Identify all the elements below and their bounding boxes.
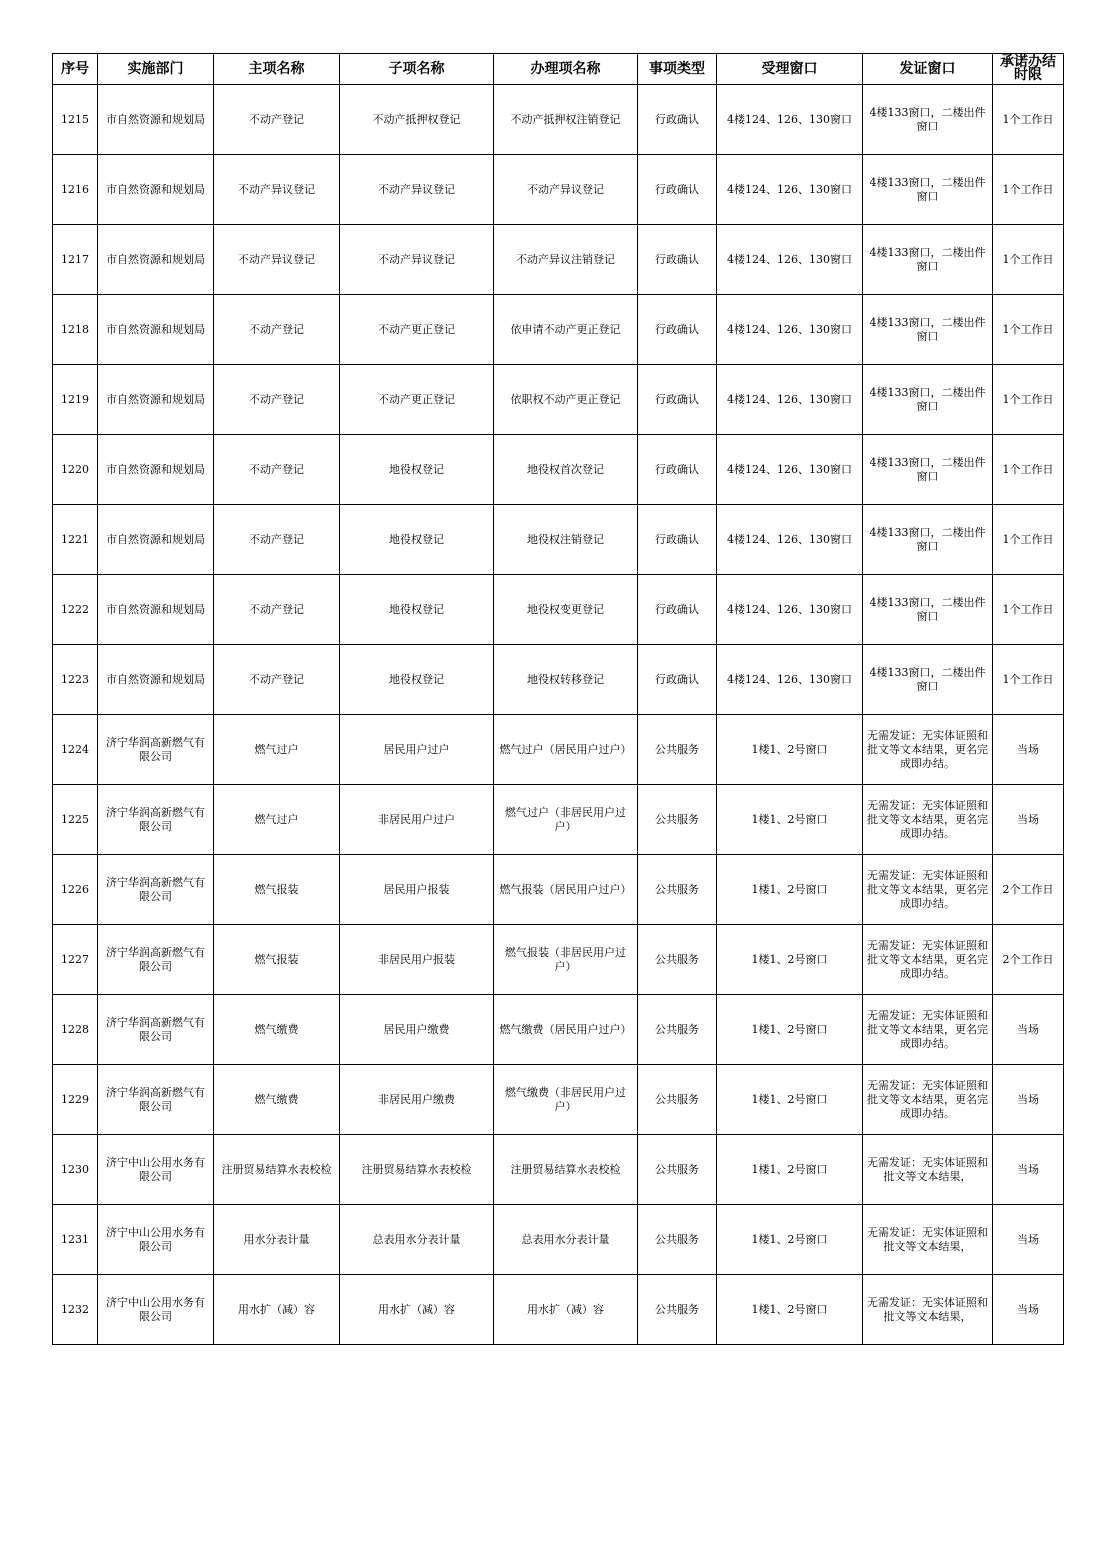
cell-handling-item: 不动产异议注销登记: [494, 225, 638, 295]
cell-time-limit: 当场: [993, 995, 1064, 1065]
cell-handling-item: 燃气报装（非居民用户过户）: [494, 925, 638, 995]
cell-issue-window: 4楼133窗口，二楼出件窗口: [863, 575, 993, 645]
cell-main-item: 用水分表计量: [214, 1205, 340, 1275]
table-row: [53, 785, 1064, 855]
cell-sub-item: 非居民用户缴费: [340, 1065, 494, 1135]
cell-time-limit: 1个工作日: [993, 155, 1064, 225]
cell-seq: 1215: [53, 85, 98, 155]
header-accept-window: 受理窗口: [717, 54, 863, 85]
cell-item-type: 行政确认: [638, 85, 717, 155]
cell-main-item: 不动产登记: [214, 295, 340, 365]
cell-department: 济宁华润高新燃气有限公司: [98, 715, 214, 785]
table-row: [53, 855, 1064, 925]
table-row: [53, 995, 1064, 1065]
cell-accept-window: 4楼124、126、130窗口: [717, 225, 863, 295]
service-items-table: [52, 53, 1064, 1345]
cell-main-item: 不动产登记: [214, 435, 340, 505]
cell-time-limit: 1个工作日: [993, 435, 1064, 505]
cell-department: 市自然资源和规划局: [98, 645, 214, 715]
cell-handling-item: 燃气过户（非居民用户过户）: [494, 785, 638, 855]
cell-issue-window: 4楼133窗口，二楼出件窗口: [863, 435, 993, 505]
cell-accept-window: 1楼1、2号窗口: [717, 1275, 863, 1345]
cell-issue-window: 无需发证：无实体证照和批文等文本结果，: [863, 1135, 993, 1205]
cell-accept-window: 1楼1、2号窗口: [717, 925, 863, 995]
table-row: [53, 1205, 1064, 1275]
cell-sub-item: 非居民用户报装: [340, 925, 494, 995]
header-seq: 序号: [53, 54, 98, 85]
cell-main-item: 用水扩（减）容: [214, 1275, 340, 1345]
cell-accept-window: 1楼1、2号窗口: [717, 1205, 863, 1275]
cell-accept-window: 4楼124、126、130窗口: [717, 645, 863, 715]
cell-sub-item: 不动产更正登记: [340, 365, 494, 435]
cell-issue-window: 无需发证：无实体证照和批文等文本结果，更名完成即办结。: [863, 715, 993, 785]
cell-item-type: 行政确认: [638, 295, 717, 365]
cell-sub-item: 不动产抵押权登记: [340, 85, 494, 155]
cell-issue-window: 4楼133窗口，二楼出件窗口: [863, 155, 993, 225]
cell-item-type: 公共服务: [638, 855, 717, 925]
cell-handling-item: 注册贸易结算水表校检: [494, 1135, 638, 1205]
cell-item-type: 公共服务: [638, 1205, 717, 1275]
cell-issue-window: 无需发证：无实体证照和批文等文本结果，更名完成即办结。: [863, 1065, 993, 1135]
table-row: [53, 1275, 1064, 1345]
header-handling-item: 办理项名称: [494, 54, 638, 85]
cell-main-item: 不动产登记: [214, 505, 340, 575]
cell-issue-window: 无需发证：无实体证照和批文等文本结果，更名完成即办结。: [863, 855, 993, 925]
cell-issue-window: 4楼133窗口，二楼出件窗口: [863, 365, 993, 435]
cell-sub-item: 不动产更正登记: [340, 295, 494, 365]
cell-sub-item: 不动产异议登记: [340, 225, 494, 295]
cell-department: 济宁华润高新燃气有限公司: [98, 925, 214, 995]
table-body: [53, 85, 1064, 1345]
cell-issue-window: 无需发证：无实体证照和批文等文本结果，更名完成即办结。: [863, 995, 993, 1065]
cell-seq: 1220: [53, 435, 98, 505]
cell-main-item: 燃气过户: [214, 785, 340, 855]
table-row: [53, 295, 1064, 365]
cell-main-item: 不动产登记: [214, 85, 340, 155]
cell-department: 济宁华润高新燃气有限公司: [98, 995, 214, 1065]
cell-time-limit: 2个工作日: [993, 925, 1064, 995]
cell-item-type: 行政确认: [638, 155, 717, 225]
cell-seq: 1217: [53, 225, 98, 295]
cell-seq: 1227: [53, 925, 98, 995]
cell-time-limit: 1个工作日: [993, 575, 1064, 645]
cell-main-item: 燃气缴费: [214, 1065, 340, 1135]
cell-issue-window: 4楼133窗口，二楼出件窗口: [863, 85, 993, 155]
cell-seq: 1225: [53, 785, 98, 855]
cell-accept-window: 1楼1、2号窗口: [717, 715, 863, 785]
cell-department: 市自然资源和规划局: [98, 365, 214, 435]
cell-handling-item: 总表用水分表计量: [494, 1205, 638, 1275]
cell-main-item: 不动产异议登记: [214, 225, 340, 295]
cell-item-type: 行政确认: [638, 435, 717, 505]
cell-sub-item: 地役权登记: [340, 575, 494, 645]
table-row: [53, 435, 1064, 505]
cell-seq: 1219: [53, 365, 98, 435]
table-row: [53, 365, 1064, 435]
cell-seq: 1221: [53, 505, 98, 575]
cell-department: 市自然资源和规划局: [98, 155, 214, 225]
cell-item-type: 行政确认: [638, 365, 717, 435]
cell-seq: 1231: [53, 1205, 98, 1275]
table-row: [53, 925, 1064, 995]
cell-issue-window: 4楼133窗口，二楼出件窗口: [863, 295, 993, 365]
table-row: [53, 225, 1064, 295]
cell-main-item: 燃气报装: [214, 925, 340, 995]
cell-item-type: 公共服务: [638, 1275, 717, 1345]
header-main-item: 主项名称: [214, 54, 340, 85]
cell-item-type: 行政确认: [638, 225, 717, 295]
table-row: [53, 575, 1064, 645]
cell-item-type: 行政确认: [638, 575, 717, 645]
cell-department: 市自然资源和规划局: [98, 85, 214, 155]
cell-handling-item: 燃气过户（居民用户过户）: [494, 715, 638, 785]
cell-sub-item: 总表用水分表计量: [340, 1205, 494, 1275]
table-row: [53, 155, 1064, 225]
cell-sub-item: 地役权登记: [340, 435, 494, 505]
cell-main-item: 注册贸易结算水表校检: [214, 1135, 340, 1205]
cell-item-type: 公共服务: [638, 925, 717, 995]
table-row: [53, 505, 1064, 575]
cell-department: 济宁中山公用水务有限公司: [98, 1135, 214, 1205]
cell-seq: 1224: [53, 715, 98, 785]
cell-main-item: 燃气过户: [214, 715, 340, 785]
cell-department: 济宁中山公用水务有限公司: [98, 1205, 214, 1275]
cell-time-limit: 1个工作日: [993, 505, 1064, 575]
cell-handling-item: 地役权变更登记: [494, 575, 638, 645]
cell-time-limit: 当场: [993, 1065, 1064, 1135]
header-item-type: 事项类型: [638, 54, 717, 85]
cell-time-limit: 2个工作日: [993, 855, 1064, 925]
cell-department: 市自然资源和规划局: [98, 505, 214, 575]
cell-item-type: 公共服务: [638, 1135, 717, 1205]
cell-main-item: 不动产登记: [214, 645, 340, 715]
cell-seq: 1230: [53, 1135, 98, 1205]
cell-accept-window: 4楼124、126、130窗口: [717, 155, 863, 225]
cell-accept-window: 4楼124、126、130窗口: [717, 435, 863, 505]
cell-time-limit: 1个工作日: [993, 225, 1064, 295]
cell-time-limit: 1个工作日: [993, 365, 1064, 435]
cell-issue-window: 无需发证：无实体证照和批文等文本结果，更名完成即办结。: [863, 785, 993, 855]
cell-department: 济宁华润高新燃气有限公司: [98, 855, 214, 925]
table-row: [53, 715, 1064, 785]
cell-time-limit: 1个工作日: [993, 85, 1064, 155]
cell-seq: 1226: [53, 855, 98, 925]
cell-issue-window: 无需发证：无实体证照和批文等文本结果，: [863, 1275, 993, 1345]
cell-handling-item: 用水扩（减）容: [494, 1275, 638, 1345]
table-row: [53, 1135, 1064, 1205]
cell-main-item: 不动产异议登记: [214, 155, 340, 225]
cell-time-limit: 当场: [993, 1275, 1064, 1345]
cell-item-type: 行政确认: [638, 645, 717, 715]
cell-seq: 1222: [53, 575, 98, 645]
cell-issue-window: 4楼133窗口，二楼出件窗口: [863, 505, 993, 575]
cell-sub-item: 不动产异议登记: [340, 155, 494, 225]
cell-seq: 1229: [53, 1065, 98, 1135]
cell-main-item: 不动产登记: [214, 365, 340, 435]
header-sub-item: 子项名称: [340, 54, 494, 85]
cell-handling-item: 依职权不动产更正登记: [494, 365, 638, 435]
cell-main-item: 燃气缴费: [214, 995, 340, 1065]
cell-issue-window: 4楼133窗口，二楼出件窗口: [863, 225, 993, 295]
header-issue-window: 发证窗口: [863, 54, 993, 85]
header-time-limit: 承诺办结时限: [993, 54, 1064, 85]
cell-handling-item: 燃气缴费（非居民用户过户）: [494, 1065, 638, 1135]
cell-seq: 1228: [53, 995, 98, 1065]
cell-sub-item: 地役权登记: [340, 505, 494, 575]
cell-handling-item: 地役权首次登记: [494, 435, 638, 505]
cell-department: 济宁华润高新燃气有限公司: [98, 785, 214, 855]
table-row: [53, 85, 1064, 155]
cell-handling-item: 不动产抵押权注销登记: [494, 85, 638, 155]
cell-seq: 1216: [53, 155, 98, 225]
cell-issue-window: 4楼133窗口，二楼出件窗口: [863, 645, 993, 715]
cell-accept-window: 1楼1、2号窗口: [717, 1065, 863, 1135]
cell-seq: 1232: [53, 1275, 98, 1345]
cell-accept-window: 4楼124、126、130窗口: [717, 85, 863, 155]
cell-sub-item: 注册贸易结算水表校检: [340, 1135, 494, 1205]
cell-main-item: 不动产登记: [214, 575, 340, 645]
cell-department: 市自然资源和规划局: [98, 435, 214, 505]
cell-sub-item: 用水扩（减）容: [340, 1275, 494, 1345]
cell-seq: 1223: [53, 645, 98, 715]
cell-accept-window: 4楼124、126、130窗口: [717, 295, 863, 365]
cell-handling-item: 燃气报装（居民用户过户）: [494, 855, 638, 925]
cell-sub-item: 居民用户报装: [340, 855, 494, 925]
cell-item-type: 公共服务: [638, 1065, 717, 1135]
cell-time-limit: 当场: [993, 1135, 1064, 1205]
cell-accept-window: 1楼1、2号窗口: [717, 995, 863, 1065]
cell-department: 济宁中山公用水务有限公司: [98, 1275, 214, 1345]
cell-sub-item: 非居民用户过户: [340, 785, 494, 855]
cell-accept-window: 4楼124、126、130窗口: [717, 365, 863, 435]
cell-accept-window: 1楼1、2号窗口: [717, 1135, 863, 1205]
cell-sub-item: 居民用户缴费: [340, 995, 494, 1065]
cell-handling-item: 地役权注销登记: [494, 505, 638, 575]
cell-time-limit: 当场: [993, 715, 1064, 785]
header-row: [53, 54, 1064, 85]
cell-handling-item: 地役权转移登记: [494, 645, 638, 715]
cell-item-type: 公共服务: [638, 785, 717, 855]
cell-item-type: 行政确认: [638, 505, 717, 575]
cell-sub-item: 居民用户过户: [340, 715, 494, 785]
cell-time-limit: 1个工作日: [993, 295, 1064, 365]
cell-accept-window: 4楼124、126、130窗口: [717, 575, 863, 645]
cell-item-type: 公共服务: [638, 995, 717, 1065]
table-row: [53, 1065, 1064, 1135]
cell-handling-item: 依申请不动产更正登记: [494, 295, 638, 365]
cell-accept-window: 1楼1、2号窗口: [717, 785, 863, 855]
table-row: [53, 645, 1064, 715]
cell-issue-window: 无需发证：无实体证照和批文等文本结果，: [863, 1205, 993, 1275]
header-department: 实施部门: [98, 54, 214, 85]
cell-department: 市自然资源和规划局: [98, 295, 214, 365]
cell-time-limit: 当场: [993, 785, 1064, 855]
cell-accept-window: 1楼1、2号窗口: [717, 855, 863, 925]
cell-department: 市自然资源和规划局: [98, 575, 214, 645]
cell-time-limit: 当场: [993, 1205, 1064, 1275]
cell-department: 济宁华润高新燃气有限公司: [98, 1065, 214, 1135]
cell-handling-item: 燃气缴费（居民用户过户）: [494, 995, 638, 1065]
cell-department: 市自然资源和规划局: [98, 225, 214, 295]
cell-accept-window: 4楼124、126、130窗口: [717, 505, 863, 575]
cell-handling-item: 不动产异议登记: [494, 155, 638, 225]
cell-item-type: 公共服务: [638, 715, 717, 785]
cell-issue-window: 无需发证：无实体证照和批文等文本结果，更名完成即办结。: [863, 925, 993, 995]
cell-time-limit: 1个工作日: [993, 645, 1064, 715]
cell-sub-item: 地役权登记: [340, 645, 494, 715]
cell-main-item: 燃气报装: [214, 855, 340, 925]
cell-seq: 1218: [53, 295, 98, 365]
